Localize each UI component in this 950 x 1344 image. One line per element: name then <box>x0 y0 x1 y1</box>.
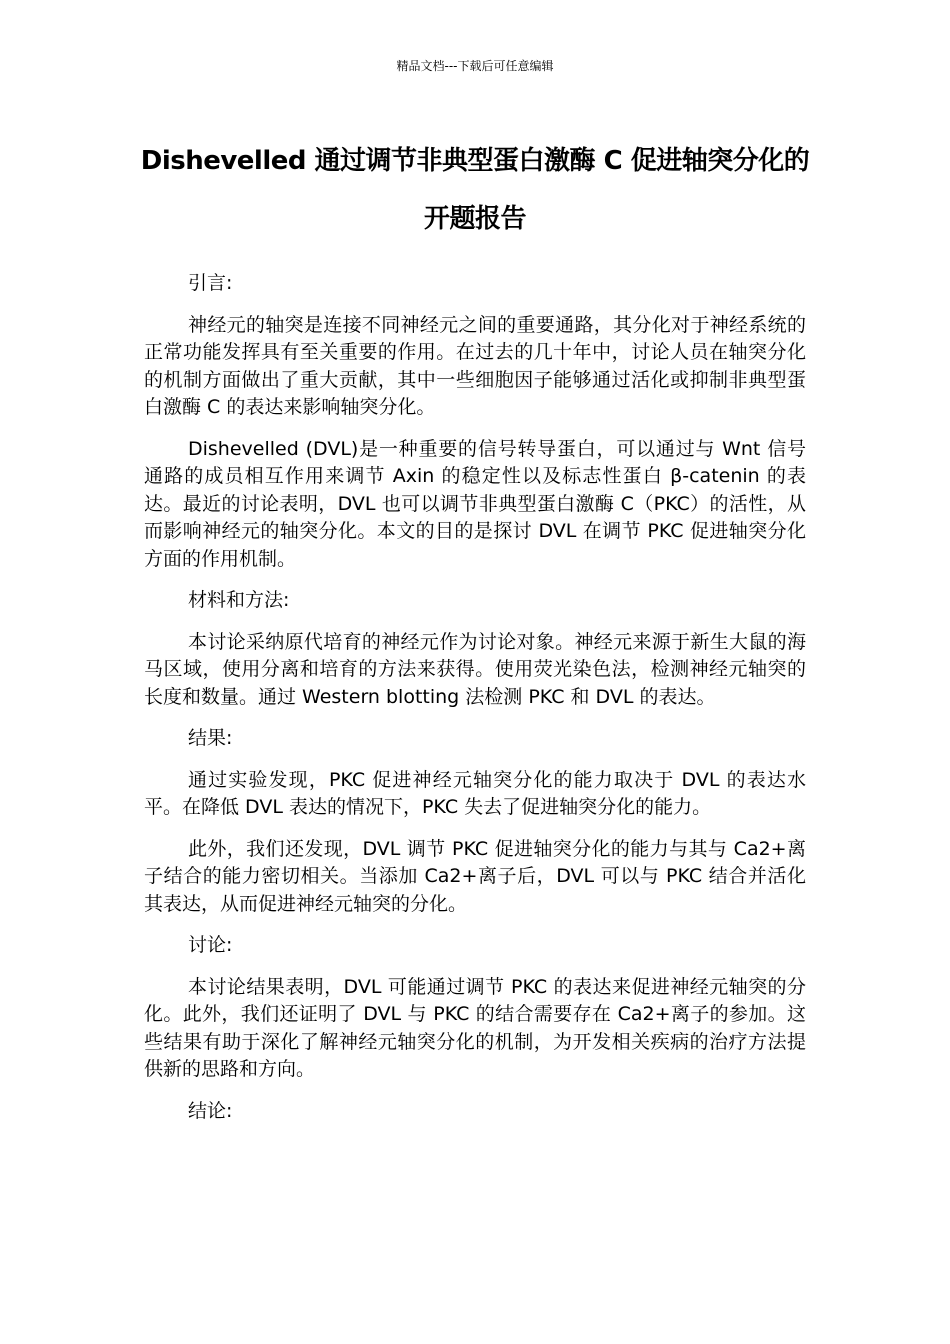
section-heading-conclusion: 结论: <box>188 1099 233 1122</box>
paragraph-results-2: 此外，我们还发现，DVL 调节 PKC 促进轴突分化的能力与其与 Ca2+离子结合的能力密切相关。当添加 Ca2+离子后，DVL 可以与 PKC 结合并活化其表达，从而促进神经元轴突的分化。 <box>144 837 806 915</box>
paragraph-methods: 本讨论采纳原代培育的神经元作为讨论对象。神经元来源于新生大鼠的海马区域，使用分离和培育的方法来获得。使用荧光染色法，检测神经元轴突的长度和数量。通过 Western blotting 法检测 PKC 和 DVL 的表达。 <box>144 630 806 708</box>
section-heading-discussion: 讨论: <box>188 934 233 956</box>
paragraph-discussion: 本讨论结果表明，DVL 可能通过调节 PKC 的表达来促进神经元轴突的分化。此外，我们还证明了 DVL 与 PKC 的结合需要存在 Ca2+离子的参加。这些结果有助于深化了解神经元轴突分化的机制，为开发相关疾病的治疗方法提供新的思路和方向。 <box>144 975 806 1080</box>
section-heading-results: 结果: <box>188 727 233 749</box>
section-heading-introduction: 引言: <box>188 272 233 294</box>
page-header: 精品文档---下载后可任意编辑 <box>396 59 554 73</box>
document-title: Dishevelled 通过调节非典型蛋白激酶 C 促进轴突分化的开题报告 <box>140 146 810 234</box>
section-heading-methods: 材料和方法: <box>188 589 290 611</box>
paragraph-introduction-1: 神经元的轴突是连接不同神经元之间的重要通路，其分化对于神经系统的正常功能发挥具有至关重要的作用。在过去的几十年中，讨论人员在轴突分化的机制方面做出了重大贡献，其中一些细胞因子能够通过活化或抑制非典型蛋白激酶 C 的表达来影响轴突分化。 <box>144 313 806 418</box>
document-body <box>144 270 806 1139</box>
paragraph-introduction-2: Dishevelled (DVL)是一种重要的信号转导蛋白，可以通过与 Wnt 信号通路的成员相互作用来调节 Axin 的稳定性以及标志性蛋白 β-catenin 的表达。最近的讨论表明，DVL 也可以调节非典型蛋白激酶 C（PKC）的活性，从而影响神经元的轴突分化。本文的目的是探讨 DVL 在调节 PKC 促进轴突分化方面的作用机制。 <box>144 437 806 570</box>
paragraph-results-1: 通过实验发现，PKC 促进神经元轴突分化的能力取决于 DVL 的表达水平。在降低 DVL 表达的情况下，PKC 失去了促进轴突分化的能力。 <box>144 768 806 818</box>
